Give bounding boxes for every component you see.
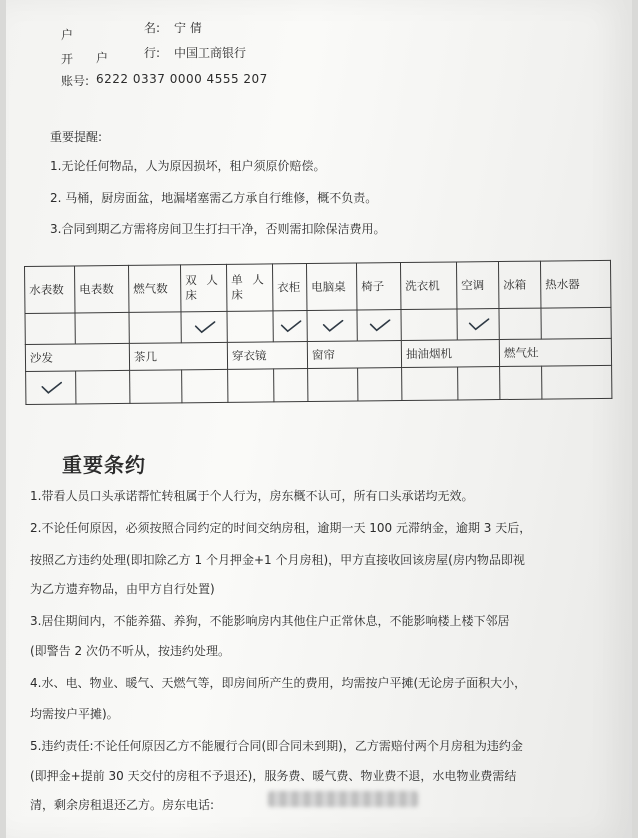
inventory-item-label: 燃气灶 bbox=[499, 338, 611, 366]
inventory-item-label: 电表数 bbox=[75, 265, 129, 313]
check-mark-icon bbox=[368, 318, 390, 332]
inventory-table bbox=[24, 260, 612, 405]
check-cell bbox=[25, 313, 75, 345]
check-cell bbox=[273, 311, 307, 342]
term-line: 3.居住期间内，不能养猫、养狗，不能影响房内其他住户正常休息，不能影响楼上楼下邻居 bbox=[30, 614, 510, 628]
check-cell bbox=[129, 312, 181, 344]
check-cell bbox=[499, 308, 541, 339]
check-cell bbox=[76, 370, 130, 404]
reminder-heading: 重要提醒: bbox=[50, 130, 103, 144]
bank-label-part1: 开 bbox=[61, 52, 74, 66]
inventory-item-label: 双 人 床 bbox=[180, 264, 226, 311]
reminder-item: 3.合同到期乙方需将房间卫生打扫干净，否则需扣除保洁费用。 bbox=[50, 222, 386, 236]
document-page bbox=[6, 0, 632, 838]
check-mark-icon bbox=[193, 320, 215, 334]
inventory-item-label: 窗帘 bbox=[307, 341, 401, 369]
inventory-item-label: 洗衣机 bbox=[400, 262, 456, 310]
check-cell bbox=[357, 310, 401, 341]
check-mark-icon bbox=[40, 381, 62, 395]
inventory-item-label: 衣柜 bbox=[272, 264, 306, 311]
check-cell bbox=[457, 309, 499, 340]
reminder-item: 2. 马桶，厨房面盆，地漏堵塞需乙方承自行维修，概不负责。 bbox=[50, 191, 378, 205]
term-line: 为乙方遗弃物品，由甲方自行处置) bbox=[30, 582, 215, 596]
inventory-item-label: 沙发 bbox=[25, 343, 129, 371]
term-line: (即押金+提前 30 天交付的房租不予退还)，服务费、暖气费、物业费不退，水电物业费需结 bbox=[30, 769, 517, 783]
terms-heading: 重要条约 bbox=[62, 453, 146, 477]
check-cell bbox=[130, 370, 182, 404]
term-line: (即警告 2 次仍不听从，按违约处理。 bbox=[30, 644, 230, 658]
check-cell bbox=[26, 371, 76, 405]
inventory-item-label: 电脑桌 bbox=[306, 263, 356, 311]
name-label-part1: 户 bbox=[61, 28, 74, 42]
inventory-item-label: 茶几 bbox=[129, 342, 227, 370]
check-mark-icon bbox=[321, 319, 343, 333]
term-line: 均需按户平摊)。 bbox=[30, 707, 119, 721]
term-line: 2.不论任何原因，必须按照合同约定的时间交纳房租，逾期一天 100 元滞纳金，逾期 3 天后， bbox=[30, 521, 532, 535]
inventory-item-label: 冰箱 bbox=[498, 261, 540, 308]
check-cell bbox=[228, 369, 274, 402]
check-cell bbox=[402, 367, 458, 401]
check-cell bbox=[75, 312, 129, 344]
term-line: 4.水、电、物业、暖气、天燃气等，即房间所产生的费用，均需按户平摊(无论房子面积大小， bbox=[30, 676, 527, 690]
check-cell bbox=[458, 367, 500, 400]
check-cell bbox=[227, 311, 273, 342]
inventory-item-label: 单 人 床 bbox=[226, 264, 272, 311]
inventory-item-label: 燃气数 bbox=[128, 265, 180, 313]
account-holder-name: 宁 倩 bbox=[174, 21, 202, 35]
term-line: 1.带看人员口头承诺帮忙转租属于个人行为，房东概不认可，所有口头承诺均无效。 bbox=[30, 489, 474, 503]
redacted-phone-number bbox=[268, 791, 418, 807]
check-mark-icon bbox=[279, 319, 301, 333]
check-mark-icon bbox=[467, 317, 489, 331]
inventory-check-row-2 bbox=[26, 365, 612, 404]
bank-label-part2: 户 bbox=[96, 51, 109, 65]
inventory-item-label: 水表数 bbox=[25, 266, 75, 314]
account-label: 账号: bbox=[61, 74, 90, 88]
term-line: 5.违约责任:不论任何原因乙方不能履行合同(即合同未到期)，乙方需赔付两个月房租为违约金 bbox=[30, 739, 523, 753]
account-number: 6222 0337 0000 4555 207 bbox=[96, 72, 268, 86]
check-cell bbox=[542, 365, 612, 399]
inventory-item-label: 椅子 bbox=[356, 263, 400, 310]
check-cell bbox=[182, 369, 228, 402]
name-label-part2: 名: bbox=[144, 21, 161, 35]
check-cell bbox=[358, 368, 402, 401]
check-cell bbox=[181, 311, 227, 342]
term-line: 按照乙方违约处理(即扣除乙方 1 个月押金+1 个月房租)，甲方直接收回该房屋(房内物品即视 bbox=[30, 553, 525, 567]
check-cell bbox=[307, 310, 357, 342]
check-cell bbox=[541, 307, 611, 339]
inventory-item-label: 热水器 bbox=[540, 260, 610, 308]
check-cell bbox=[308, 368, 358, 402]
check-cell bbox=[500, 366, 542, 399]
check-cell bbox=[274, 369, 308, 402]
reminder-item: 1.无论任何物品，人为原因损坏，租户须原价赔偿。 bbox=[50, 159, 326, 173]
bank-name: 中国工商银行 bbox=[174, 46, 247, 60]
inventory-item-label: 空调 bbox=[456, 262, 498, 309]
term-line: 清，剩余房租退还乙方。房东电话: bbox=[30, 798, 215, 812]
inventory-item-label: 抽油烟机 bbox=[401, 340, 499, 368]
inventory-item-label: 穿衣镜 bbox=[227, 342, 307, 370]
inventory-header-row bbox=[25, 260, 611, 313]
bank-label-part3: 行: bbox=[144, 46, 161, 60]
check-cell bbox=[401, 309, 457, 341]
